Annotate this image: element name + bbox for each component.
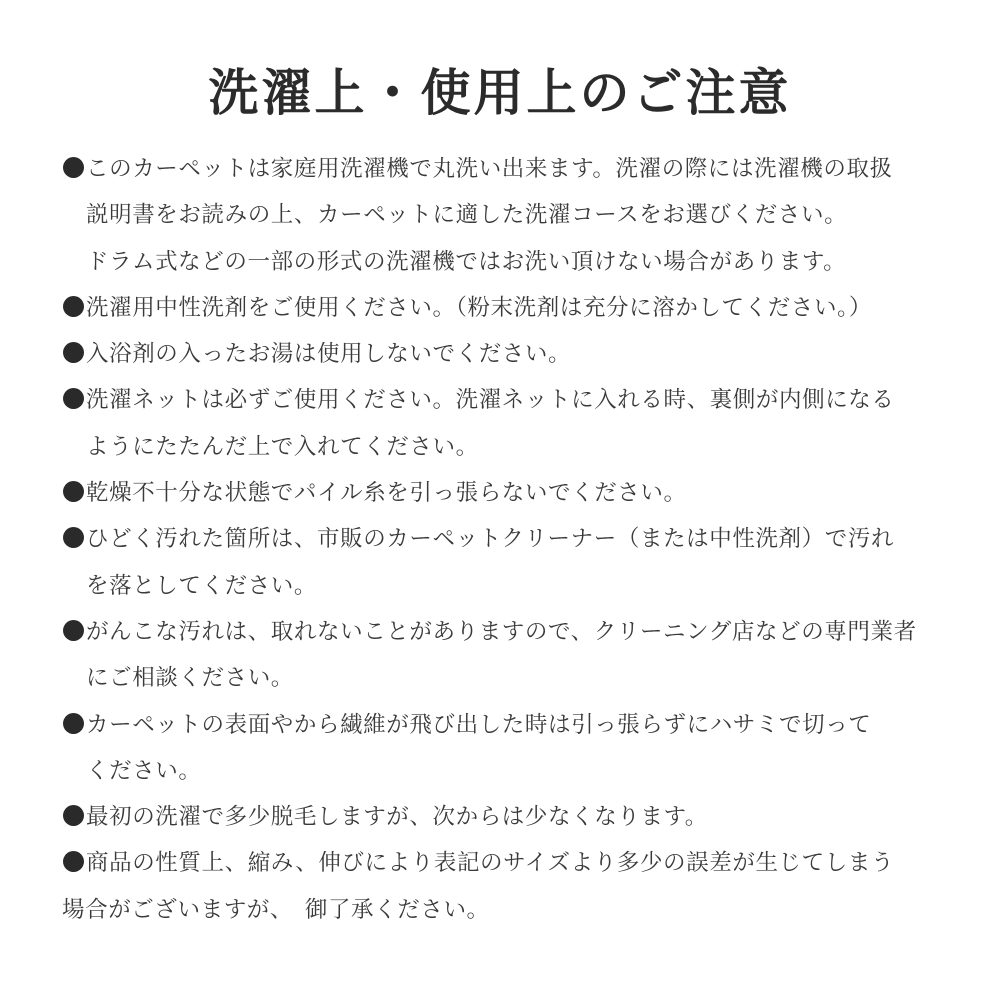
note-1-line-2: 説明書をお読みの上、カーペットに適した洗濯コースをお選びください。 bbox=[86, 202, 848, 229]
bullet-icon bbox=[62, 712, 85, 735]
note-9-line-1: 最初の洗濯で多少脱毛しますが、次からは少なくなります。 bbox=[62, 794, 962, 840]
bullet-icon bbox=[62, 295, 85, 318]
note-1-line-1: このカーペットは家庭用洗濯機で丸洗い出来ます。洗濯の際には洗濯機の取扱 bbox=[62, 146, 962, 192]
bullet-icon bbox=[62, 480, 85, 503]
note-2-line-1: 洗濯用中性洗剤をご使用ください。（粉末洗剤は充分に溶かしてください。） bbox=[62, 285, 962, 331]
bullet-icon bbox=[62, 341, 85, 364]
note-7-line-1: がんこな汚れは、取れないことがありますので、クリーニング店などの専門業者 bbox=[62, 609, 962, 655]
note-5-line-1: 乾燥不十分な状態でパイル糸を引っ張らないでください。 bbox=[62, 470, 962, 516]
note-6-line-2: を落としてください。 bbox=[86, 572, 318, 599]
note-1-line-3: ドラム式などの一部の形式の洗濯機ではお洗い頂けない場合があります。 bbox=[86, 248, 847, 275]
note-4-line-2: ようにたたんだ上で入れてください。 bbox=[86, 433, 479, 460]
note-10-line-2: 場合がございますが、 御了承ください。 bbox=[62, 896, 490, 923]
note-4-line-1: 洗濯ネットは必ずご使用ください。洗濯ネットに入れる時、裏側が内側になる bbox=[62, 377, 962, 423]
bullet-icon bbox=[62, 156, 85, 179]
bullet-icon bbox=[62, 804, 85, 827]
bullet-icon bbox=[62, 526, 85, 549]
note-10-line-1: 商品の性質上、縮み、伸びにより表記のサイズより多少の誤差が生じてしまう bbox=[62, 840, 962, 886]
note-8-line-2: ください。 bbox=[86, 757, 202, 784]
bullet-icon bbox=[62, 850, 85, 873]
page-title: 洗濯上・使用上のご注意 bbox=[208, 64, 792, 122]
note-8-line-1: カーペットの表面やから繊維が飛び出した時は引っ張らずにハサミで切って bbox=[62, 702, 962, 748]
bullet-icon bbox=[62, 619, 85, 642]
caution-notes-list bbox=[62, 146, 962, 933]
note-7-line-2: にご相談ください。 bbox=[86, 665, 294, 692]
note-3-line-1: 入浴剤の入ったお湯は使用しないでください。 bbox=[62, 331, 962, 377]
bullet-icon bbox=[62, 387, 85, 410]
note-6-line-1: ひどく汚れた箇所は、市販のカーペットクリーナー（または中性洗剤）で汚れ bbox=[62, 516, 962, 562]
